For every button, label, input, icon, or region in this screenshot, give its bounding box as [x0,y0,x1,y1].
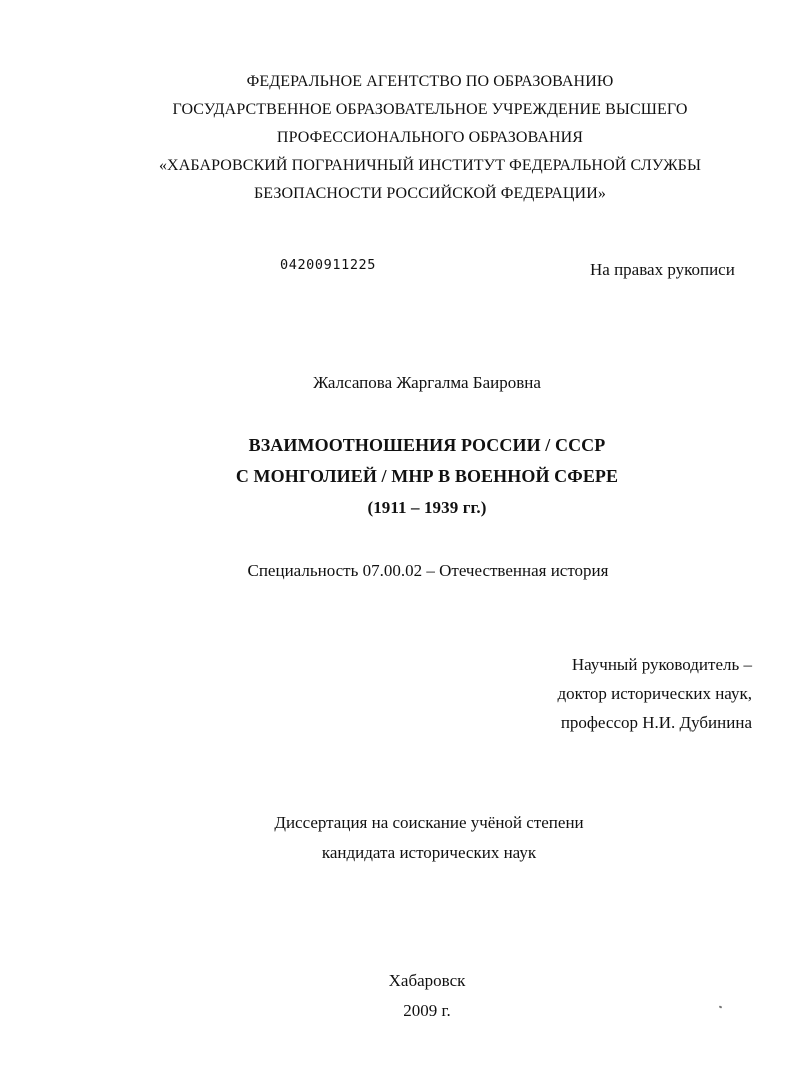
org-header-line: ФЕДЕРАЛЬНОЕ АГЕНТСТВО ПО ОБРАЗОВАНИЮ [246,73,614,90]
degree-statement [0,808,794,868]
organization-header [60,68,794,208]
org-header-line: ГОСУДАРСТВЕННОЕ ОБРАЗОВАТЕЛЬНОЕ УЧРЕЖДЕНИЕ ВЫСШЕГО [172,101,688,118]
supervisor-block [557,650,752,737]
supervisor-line: доктор исторических наук, [557,684,752,703]
specialty-line: Специальность 07.00.02 – Отечественная история [247,561,609,580]
org-header-line: «ХАБАРОВСКИЙ ПОГРАНИЧНЫЙ ИНСТИТУТ ФЕДЕРАЛЬНОЙ СЛУЖБЫ [158,157,702,174]
degree-line: Диссертация на соискание учёной степени [274,813,584,832]
org-header-line: ПРОФЕССИОНАЛЬНОГО ОБРАЗОВАНИЯ [276,129,584,146]
thesis-title-line: ВЗАИМООТНОШЕНИЯ РОССИИ / СССР [248,435,606,455]
city: Хабаровск [388,971,466,990]
manuscript-note: На правах рукописи [590,260,735,279]
thesis-period: (1911 – 1939 гг.) [367,498,487,517]
thesis-title [0,430,794,523]
year: 2009 г. [403,1001,451,1020]
place-and-year [0,966,794,1026]
document-code: 04200911225 [280,257,377,273]
author-name: Жалсапова Жаргалма Баировна [313,373,541,392]
degree-line: кандидата исторических наук [321,843,537,862]
supervisor-line: Научный руководитель – [571,655,752,674]
thesis-title-line: С МОНГОЛИЕЙ / МНР В ВОЕННОЙ СФЕРЕ [235,466,619,486]
org-header-line: БЕЗОПАСНОСТИ РОССИЙСКОЙ ФЕДЕРАЦИИ» [254,185,606,202]
supervisor-line: профессор Н.И. Дубинина [560,713,752,732]
